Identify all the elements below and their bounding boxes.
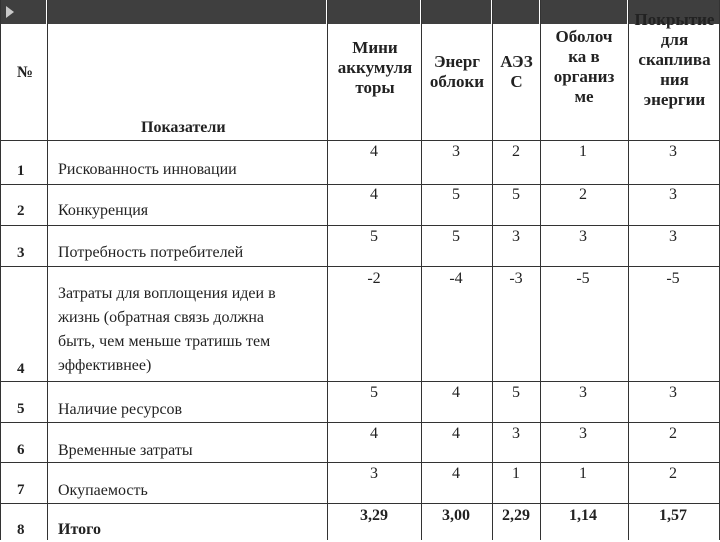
value-cell: 2	[669, 465, 677, 482]
row-number: 2	[17, 203, 25, 219]
value-cell: 3	[452, 143, 460, 160]
value-cell: 4	[452, 465, 460, 482]
row-label: Рискованность инновации	[58, 161, 237, 178]
value-cell: 4	[452, 384, 460, 401]
row-number: 7	[17, 482, 25, 498]
row-number: 3	[17, 245, 25, 261]
column-header-energy-clouds	[423, 52, 491, 92]
row-number: 8	[17, 522, 25, 538]
value-cell: -4	[449, 270, 463, 287]
row-label: Окупаемость	[58, 482, 148, 499]
value-cell: 2	[579, 186, 587, 203]
value-cell: -3	[509, 270, 523, 287]
value-cell: 3	[669, 384, 677, 401]
value-cell: -5	[576, 270, 590, 287]
total-row-label: Итого	[58, 521, 101, 538]
value-cell: 5	[452, 186, 460, 203]
row-number: 5	[17, 401, 25, 417]
header-line: АЭЗ	[500, 52, 533, 71]
label-line: Затраты для воплощения идеи в	[58, 285, 276, 302]
header-line: энергии	[643, 90, 706, 109]
value-cell: 3	[370, 465, 378, 482]
value-cell: 3	[512, 425, 520, 442]
column-header-mini-accumulators	[334, 38, 416, 98]
value-cell: 3	[579, 228, 587, 245]
header-line: Оболоч	[555, 27, 613, 46]
row-number: 4	[17, 361, 25, 377]
value-cell: 1	[512, 465, 520, 482]
value-cell: -2	[367, 270, 381, 287]
row-label: Наличие ресурсов	[58, 401, 183, 418]
value-cell: 3	[579, 384, 587, 401]
value-cell: 2	[669, 425, 677, 442]
header-line: ме	[574, 87, 594, 106]
row-label	[58, 282, 276, 378]
value-cell: 1	[579, 143, 587, 160]
header-line: С	[510, 72, 523, 91]
row-number: 1	[17, 163, 25, 179]
column-header-shell-in-organism	[541, 27, 627, 107]
row-label: Потребность потребителей	[58, 244, 244, 261]
header-line: облоки	[429, 72, 485, 91]
total-value-cell: 1,57	[659, 507, 687, 524]
column-header-energy-coating	[629, 10, 720, 110]
value-cell: 5	[512, 186, 520, 203]
number-sign-header: №	[17, 64, 34, 81]
header-line: Мини	[352, 38, 398, 57]
value-cell: -5	[666, 270, 680, 287]
indicators-header: Показатели	[141, 119, 226, 136]
value-cell: 4	[370, 425, 378, 442]
value-cell: 4	[370, 186, 378, 203]
label-line: эффективнее)	[58, 357, 152, 374]
total-value-cell: 1,14	[569, 507, 597, 524]
value-cell: 3	[669, 186, 677, 203]
total-value-cell: 2,29	[502, 507, 530, 524]
header-line: Покрытие	[634, 10, 715, 29]
value-cell: 2	[512, 143, 520, 160]
header-line: торы	[355, 78, 395, 97]
header-line: скаплива	[638, 50, 711, 69]
row-label: Конкуренция	[58, 202, 149, 219]
value-cell: 5	[370, 228, 378, 245]
value-cell: 5	[452, 228, 460, 245]
total-value-cell: 3,00	[442, 507, 470, 524]
value-cell: 3	[669, 143, 677, 160]
header-line: ка в	[568, 47, 600, 66]
value-cell: 1	[579, 465, 587, 482]
value-cell: 5	[370, 384, 378, 401]
value-cell: 3	[669, 228, 677, 245]
header-line: ния	[660, 70, 689, 89]
value-cell: 3	[579, 425, 587, 442]
value-cell: 5	[512, 384, 520, 401]
header-line: аккумуля	[337, 58, 413, 77]
row-label: Временные затраты	[58, 442, 193, 459]
value-cell: 3	[512, 228, 520, 245]
label-line: быть, чем меньше тратишь тем	[58, 333, 271, 350]
value-cell: 4	[370, 143, 378, 160]
label-line: жизнь (обратная связь должна	[58, 309, 265, 326]
header-line: Энерг	[433, 52, 481, 71]
header-line: организ	[553, 67, 615, 86]
total-value-cell: 3,29	[360, 507, 388, 524]
row-number: 6	[17, 442, 25, 458]
value-cell: 4	[452, 425, 460, 442]
header-line: для	[660, 30, 689, 49]
column-header-aezs	[494, 52, 539, 92]
